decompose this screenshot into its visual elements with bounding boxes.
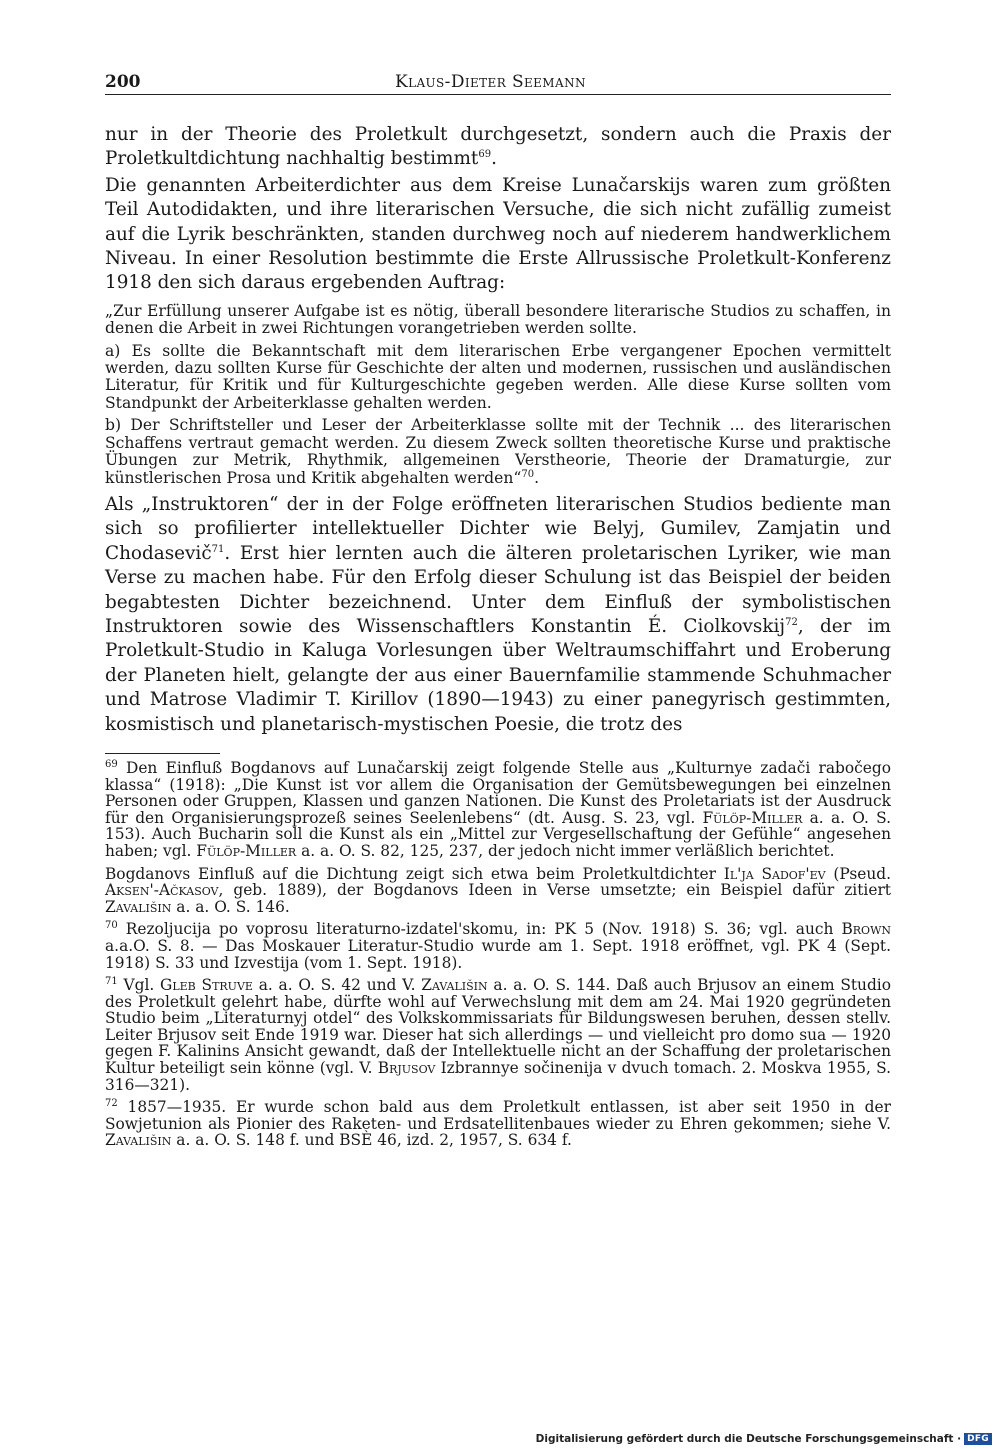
footnote-ref-72[interactable]: 72 bbox=[785, 616, 798, 628]
block-quote bbox=[105, 303, 891, 487]
quote-intro: „Zur Erfüllung unserer Aufgabe ist es nötig, überall besondere literarische Studios zu schaffen, in denen die Arbeit in zwei Richtungen vorangetrieben werden sollte. bbox=[105, 301, 891, 338]
body-text bbox=[105, 123, 891, 737]
page-number: 200 bbox=[105, 72, 141, 92]
footnote-69-continued: Bogdanovs Einfluß auf die Dichtung zeigt sich etwa beim Proletkultdichter Il'ja Sadof'ev (Pseud. Aksen'-Ačkasov, geb. 1889), der Bogdanovs Ideen in Verse umsetzte; ein Beispiel dafür zitiert Zavališin a. a. O. S. 146. bbox=[105, 864, 891, 916]
footnotes bbox=[105, 760, 891, 1149]
footnote-71: $^{71}$ Vgl. Gleb Struve a. a. O. S. 42 und V. Zavališin a. a. O. S. 144. Daß auch Brjusov an einem Studio des Proletkult gelehrt habe, dürfte wohl auf Verwechslung mit dem am 24. Mai 1920 gegründeten Studio beim „Literaturnyj otdel“ des Volkskommissariats für Bildungswesen beruhen, dessen stellv. Leiter Brjusov seit Ende 1919 war. Dieser hat sich allerdings — und vielleicht pro domo sua — 1920 gegen F. Kalinins Ansicht gewandt, daß der Intellektuelle nicht an der Schaffung der proletarischen Kultur beteiligt sein könne (vgl. V. Brjusov Izbrannye sočinenija v dvuch tomach. 2. Moskva 1955, S. 316—321). bbox=[105, 975, 891, 1094]
quote-item-b: b) Der Schriftsteller und Leser der Arbeiterklasse sollte mit der Technik ... des literarischen Schaffens vertraut gemacht werden. Zu diesem Zweck sollten theoretische Kurse und praktische Übungen zur Metrik, Rhythmik, allgemeinen Verstheorie, Theorie der Dramaturgie, zur künstlerischen Prosa und Kritik abgehalten werden“$^{70}$. bbox=[105, 416, 891, 487]
page bbox=[105, 72, 891, 1155]
quote-item-a: a) Es sollte die Bekanntschaft mit dem literarischen Erbe vergangener Epochen vermittelt werden, dazu sollten Kurse für Geschichte der alten und modernen, russischen und ausländischen Literatur, für Kritik und für Kulturgeschichte gegeben werden. Alle diese Kurse sollten vom Standpunkt der Arbeiterklasse gehalten werden. bbox=[105, 341, 891, 412]
paragraph-3: Als „Instruktoren“ der in der Folge eröffneten literarischen Studios bediente man sich so profilierter intellektueller Dichter wie Belyj, Gumilev, Zamjatin und Chodasevič$^{71}$. Erst hier lernten auch die älteren proletarischen Lyriker, wie man Verse zu machen habe. Für den Erfolg dieser Schulung ist das Beispiel der beiden begabtesten Dichter bezeichnend. Unter dem Einfluß der symbolistischen Instruktoren sowie des Wissenschaftlers Konstantin É. Ciolkovskij$^{72}$, der im Proletkult-Studio in Kaluga Vorlesungen über Weltraumschiffahrt und Eroberung der Planeten hielt, gelangte der aus einer Bauernfamilie stammende Schuhmacher und Matrose Vladimir T. Kirillov (1890—1943) zu einer panegyrisch gestimmten, kosmistisch und planetarisch-mystischen Poesie, die trotz des bbox=[105, 493, 891, 735]
footnote-ref-70[interactable]: 70 bbox=[521, 468, 535, 480]
funding-footer bbox=[536, 1433, 992, 1445]
footnote-69: $^{69}$ Den Einfluß Bogdanovs auf Lunačarskij zeigt folgende Stelle aus „Kulturnye zadači rabočego klassa“ (1918): „Die Kunst ist vor allem die Organisation der Gemütsbewegungen bei einzelnen Personen oder Gruppen, Klassen und ganzen Nationen. Die Kunst des Proletariats ist der Ausdruck für den Organisierungsprozeß seines Seelenlebens“ (dt. Ausg. S. 23, vgl. Fülöp-Miller a. a. O. S. 153). Auch Bucharin soll die Kunst als ein „Mittel zur Vergesellschaftung der Gefühle“ angesehen haben; vgl. Fülöp-Miller a. a. O. S. 82, 125, 237, der jedoch nicht immer verläßlich berichtet. bbox=[105, 758, 891, 860]
paragraph-1: nur in der Theorie des Proletkult durchgesetzt, sondern auch die Praxis der Proletkultdichtung nachhaltig bestimmt$^{69}$. bbox=[105, 124, 891, 170]
footnote-70: $^{70}$ Rezoljucija po voprosu literaturno-izdatel'skomu, in: PK 5 (Nov. 1918) S. 36; vgl. auch Brown a.a.O. S. 8. — Das Moskauer Literatur-Studio wurde am 1. Sept. 1918 eröffnet, vgl. PK 4 (Sept. 1918) S. 33 und Izvestija (vom 1. Sept. 1918). bbox=[105, 920, 891, 972]
paragraph-2: Die genannten Arbeiterdichter aus dem Kreise Lunačarskijs waren zum größten Teil Autodidakten, und ihre literarischen Versuche, die sich nicht zufällig zumeist auf die Lyrik beschränkten, standen durchweg noch auf niederem handwerklichem Niveau. In einer Resolution bestimmte die Erste Allrussische Proletkult-Konferenz 1918 den sich daraus ergebenden Auftrag: bbox=[105, 174, 891, 294]
funding-note: Digitalisierung gefördert durch die Deutsche Forschungsgemeinschaft · bbox=[535, 1433, 962, 1445]
footnote-72: $^{72}$ 1857—1935. Er wurde schon bald aus dem Proletkult entlassen, ist aber seit 1950 in der Sowjetunion als Pionier des Raketen- und Erdsatellitenbaues wieder zu Ehren gekommen; siehe V. Zavališin a. a. O. S. 148 f. und BSÈ 46, izd. 2, 1957, S. 634 f. bbox=[105, 1098, 891, 1150]
running-head: Klaus-Dieter Seemann bbox=[395, 72, 586, 92]
footnote-ref-69[interactable]: 69 bbox=[478, 149, 492, 161]
footnote-ref-71[interactable]: 71 bbox=[211, 543, 225, 555]
running-header bbox=[105, 72, 891, 95]
footnote-divider bbox=[105, 753, 220, 754]
dfg-logo: DFG bbox=[964, 1433, 992, 1445]
